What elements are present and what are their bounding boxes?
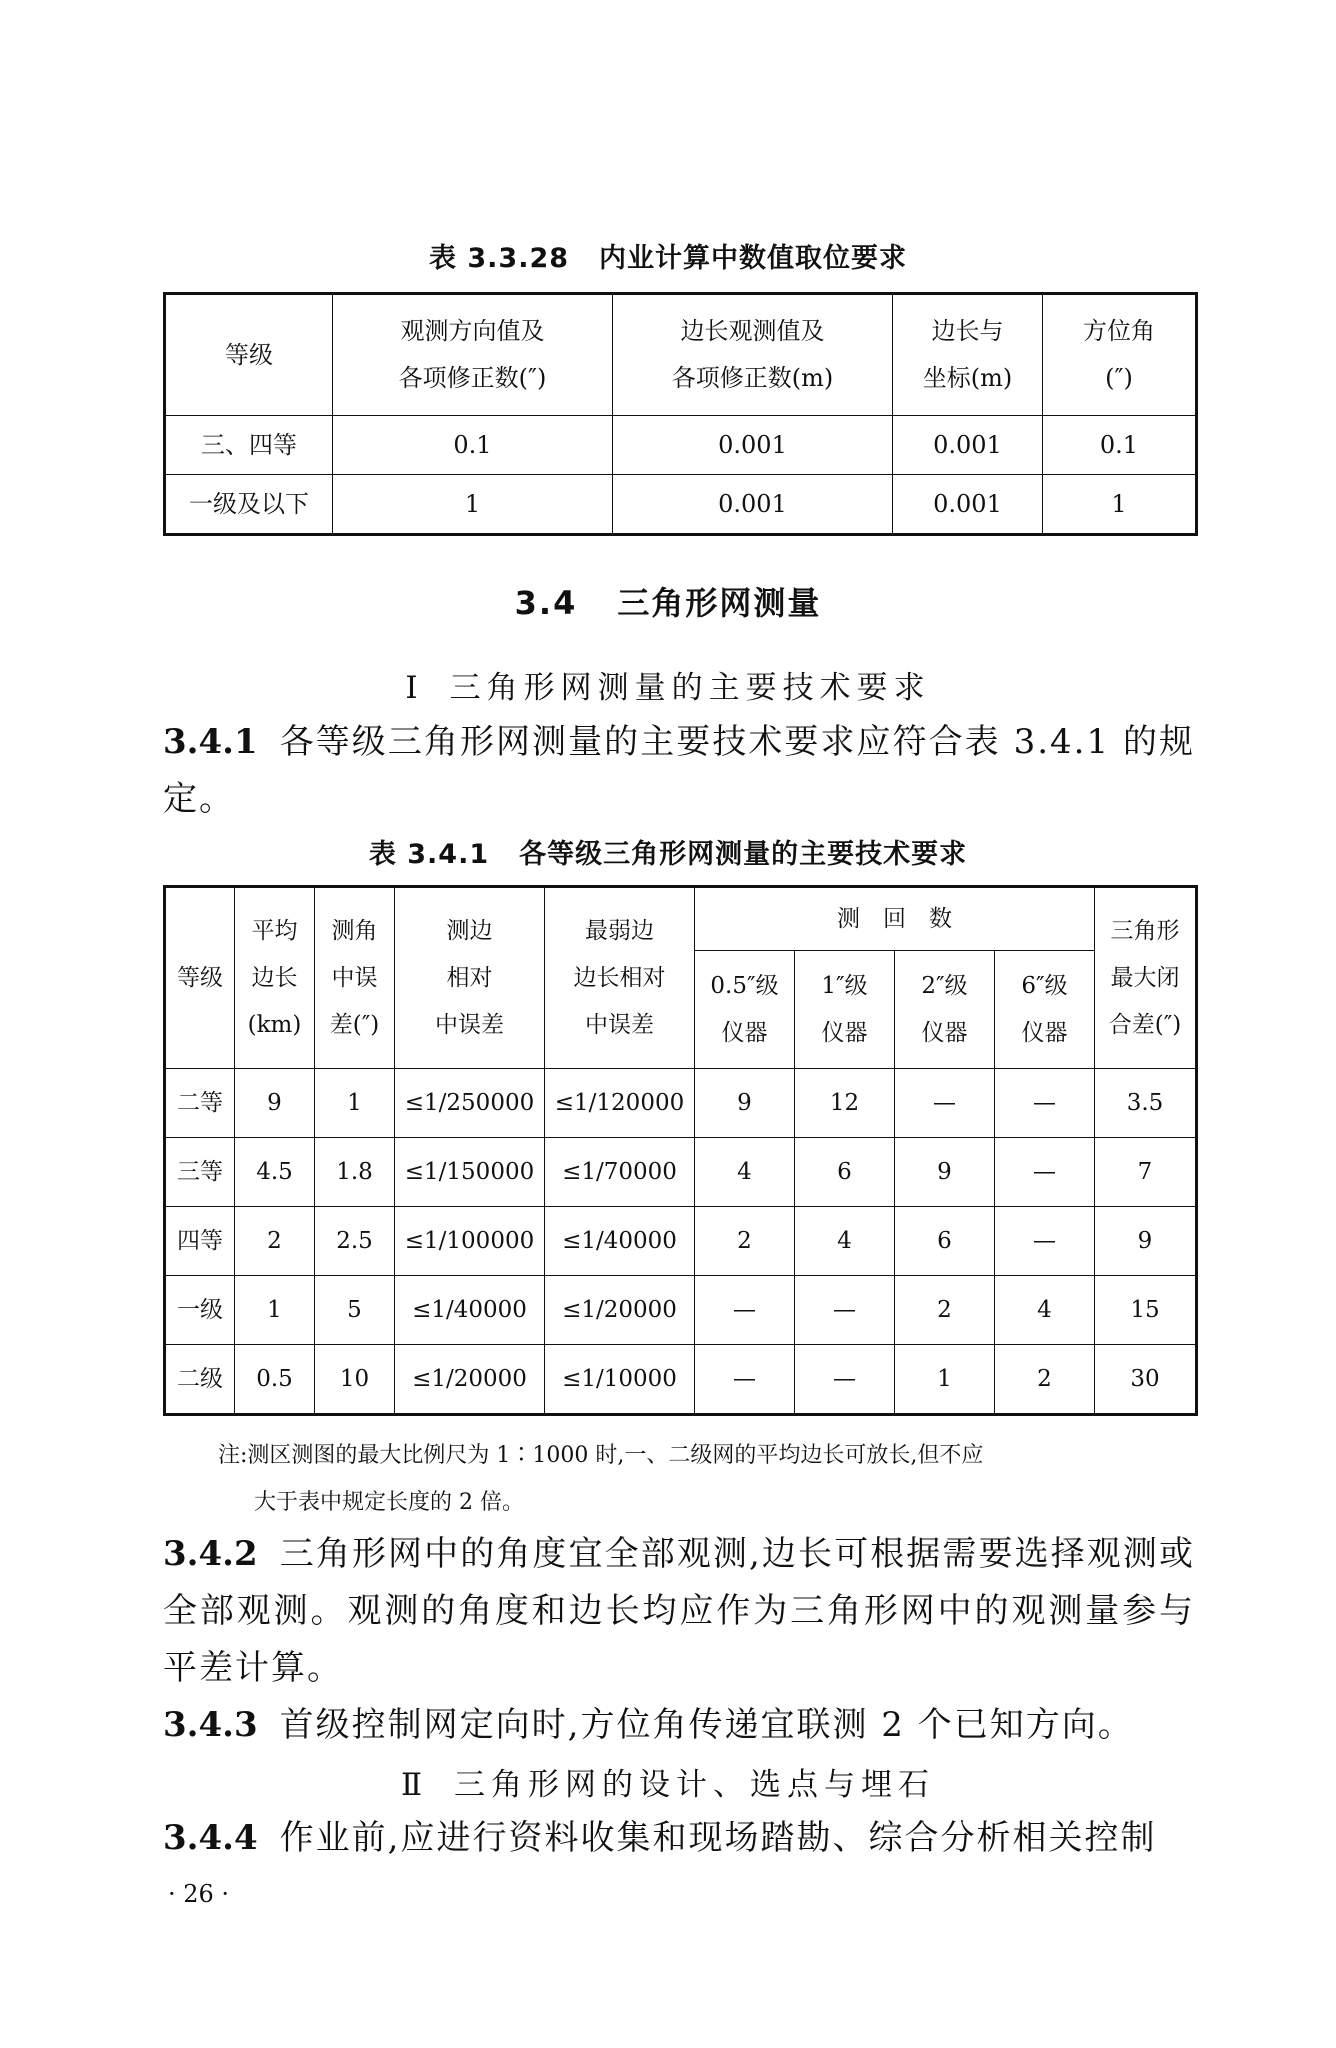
subsection2-number: Ⅱ <box>400 1767 429 1803</box>
table2-caption <box>0 832 1336 871</box>
table-cell: 7 <box>1095 1138 1197 1207</box>
table-cell: 12 <box>795 1069 895 1138</box>
table-cell: ≤1/70000 <box>545 1138 695 1207</box>
clause-3-4-1 <box>163 714 1195 828</box>
table-cell: 0.001 <box>613 475 893 535</box>
table-cell: 三等 <box>165 1138 235 1207</box>
table-cell: ≤1/120000 <box>545 1069 695 1138</box>
table-cell: 三、四等 <box>165 416 333 475</box>
table2-header-cell: 等级 <box>165 887 235 1069</box>
table2-header-cell: 平均 边长 (km) <box>235 887 315 1069</box>
table-cell: 4.5 <box>235 1138 315 1207</box>
table1-header-row <box>165 294 1197 416</box>
clause-3-4-4 <box>163 1810 1195 1867</box>
table-cell: 1 <box>315 1069 395 1138</box>
clause-number: 3.4.1 <box>163 722 258 762</box>
table-cell: 一级及以下 <box>165 475 333 535</box>
table1 <box>163 292 1198 536</box>
table2-header-cell: 测角 中误 差(″) <box>315 887 395 1069</box>
table-cell: — <box>695 1345 795 1415</box>
table-cell: 4 <box>695 1138 795 1207</box>
table1-header-cell: 观测方向值及 各项修正数(″) <box>333 294 613 416</box>
table1-header-cell: 边长观测值及 各项修正数(m) <box>613 294 893 416</box>
table-cell: ≤1/20000 <box>545 1276 695 1345</box>
table-cell: 一级 <box>165 1276 235 1345</box>
table-row <box>165 475 1197 535</box>
clause-text: 作业前,应进行资料收集和现场踏勘、综合分析相关控制 <box>279 1818 1157 1858</box>
table2-title: 各等级三角形网测量的主要技术要求 <box>519 839 968 870</box>
table-row <box>165 1276 1197 1345</box>
table-cell: — <box>795 1276 895 1345</box>
table1-header-cell: 边长与 坐标(m) <box>893 294 1043 416</box>
table-cell: 4 <box>995 1276 1095 1345</box>
table1-caption <box>0 236 1336 275</box>
table-cell: 9 <box>895 1138 995 1207</box>
table-cell: 9 <box>235 1069 315 1138</box>
table2 <box>163 885 1198 1416</box>
table-cell: 0.1 <box>333 416 613 475</box>
table-cell: 2 <box>235 1207 315 1276</box>
table-row <box>165 416 1197 475</box>
table-cell: 15 <box>1095 1276 1197 1345</box>
table-cell: ≤1/20000 <box>395 1345 545 1415</box>
note-line: 注:测区测图的最大比例尺为 1∶1000 时,一、二级网的平均边长可放长,但不应 <box>218 1443 984 1468</box>
table-cell: ≤1/100000 <box>395 1207 545 1276</box>
table-cell: 0.1 <box>1043 416 1197 475</box>
subsection1-number: Ⅰ <box>405 670 424 706</box>
table-cell: 四等 <box>165 1207 235 1276</box>
subsection2-title <box>0 1759 1336 1804</box>
table-cell: 0.001 <box>613 416 893 475</box>
table-cell: 2 <box>995 1345 1095 1415</box>
table-cell: — <box>695 1276 795 1345</box>
table-cell: ≤1/10000 <box>545 1345 695 1415</box>
table-cell: 1 <box>1043 475 1197 535</box>
table-cell: — <box>795 1345 895 1415</box>
clause-number: 3.4.2 <box>163 1534 258 1574</box>
table-cell: 2 <box>895 1276 995 1345</box>
table-cell: 0.001 <box>893 475 1043 535</box>
table-cell: ≤1/150000 <box>395 1138 545 1207</box>
table-cell: 1 <box>333 475 613 535</box>
table1-header-cell: 方位角 (″) <box>1043 294 1197 416</box>
table2-header-cell: 2″级 仪器 <box>895 951 995 1069</box>
section-title <box>0 578 1336 624</box>
table2-header-cell: 最弱边 边长相对 中误差 <box>545 887 695 1069</box>
table-cell: 6 <box>895 1207 995 1276</box>
table-cell: — <box>895 1069 995 1138</box>
table-cell: 6 <box>795 1138 895 1207</box>
table-cell: 二等 <box>165 1069 235 1138</box>
table-row <box>165 1345 1197 1415</box>
table2-header-cell: 三角形 最大闭 合差(″) <box>1095 887 1197 1069</box>
table-cell: ≤1/40000 <box>545 1207 695 1276</box>
table-cell: ≤1/40000 <box>395 1276 545 1345</box>
subsection2-text: 三角形网的设计、选点与埋石 <box>454 1767 936 1803</box>
page-number: · 26 · <box>168 1880 230 1908</box>
table1-header-cell: 等级 <box>165 294 333 416</box>
table-cell: 2.5 <box>315 1207 395 1276</box>
table-cell: 3.5 <box>1095 1069 1197 1138</box>
table-cell: 0.001 <box>893 416 1043 475</box>
clause-number: 3.4.4 <box>163 1818 258 1858</box>
table2-header-cell: 测边 相对 中误差 <box>395 887 545 1069</box>
table-cell: 1 <box>895 1345 995 1415</box>
table2-header-cell: 1″级 仪器 <box>795 951 895 1069</box>
table1-title: 内业计算中数值取位要求 <box>599 243 908 274</box>
table-cell: 10 <box>315 1345 395 1415</box>
table-cell: 4 <box>795 1207 895 1276</box>
table2-header-row <box>165 887 1197 951</box>
clause-text: 各等级三角形网测量的主要技术要求应符合表 3.4.1 的规定。 <box>163 722 1195 819</box>
table-cell: — <box>995 1207 1095 1276</box>
clause-3-4-3 <box>163 1697 1195 1754</box>
clause-text: 首级控制网定向时,方位角传递宜联测 2 个已知方向。 <box>279 1705 1134 1745</box>
table-cell: ≤1/250000 <box>395 1069 545 1138</box>
table-cell: 30 <box>1095 1345 1197 1415</box>
clause-text: 三角形网中的角度宜全部观测,边长可根据需要选择观测或全部观测。观测的角度和边长均应作为三角形网中的观测量参与平差计算。 <box>163 1534 1195 1688</box>
table-cell: — <box>995 1138 1095 1207</box>
table2-header-cell: 6″级 仪器 <box>995 951 1095 1069</box>
section-number: 3.4 <box>514 584 578 622</box>
section-title-text: 三角形网测量 <box>617 584 822 622</box>
subsection1-title <box>0 662 1336 707</box>
table2-number: 表 3.4.1 <box>368 839 490 870</box>
table-cell: 0.5 <box>235 1345 315 1415</box>
clause-3-4-2 <box>163 1526 1195 1697</box>
table-cell: 1 <box>235 1276 315 1345</box>
table-cell: 2 <box>695 1207 795 1276</box>
table2-note <box>218 1432 1198 1526</box>
table-cell: 9 <box>1095 1207 1197 1276</box>
table-cell: 二级 <box>165 1345 235 1415</box>
table-cell: — <box>995 1069 1095 1138</box>
table-cell: 1.8 <box>315 1138 395 1207</box>
table-cell: 9 <box>695 1069 795 1138</box>
note-line: 大于表中规定长度的 2 倍。 <box>254 1490 524 1515</box>
table2-header-cell: 0.5″级 仪器 <box>695 951 795 1069</box>
table-cell: 5 <box>315 1276 395 1345</box>
subsection1-text: 三角形网测量的主要技术要求 <box>449 670 931 706</box>
table-row <box>165 1207 1197 1276</box>
table-row <box>165 1069 1197 1138</box>
clause-number: 3.4.3 <box>163 1705 258 1745</box>
table-row <box>165 1138 1197 1207</box>
table1-number: 表 3.3.28 <box>428 243 570 274</box>
table2-header-cell: 测 回 数 <box>695 887 1095 951</box>
